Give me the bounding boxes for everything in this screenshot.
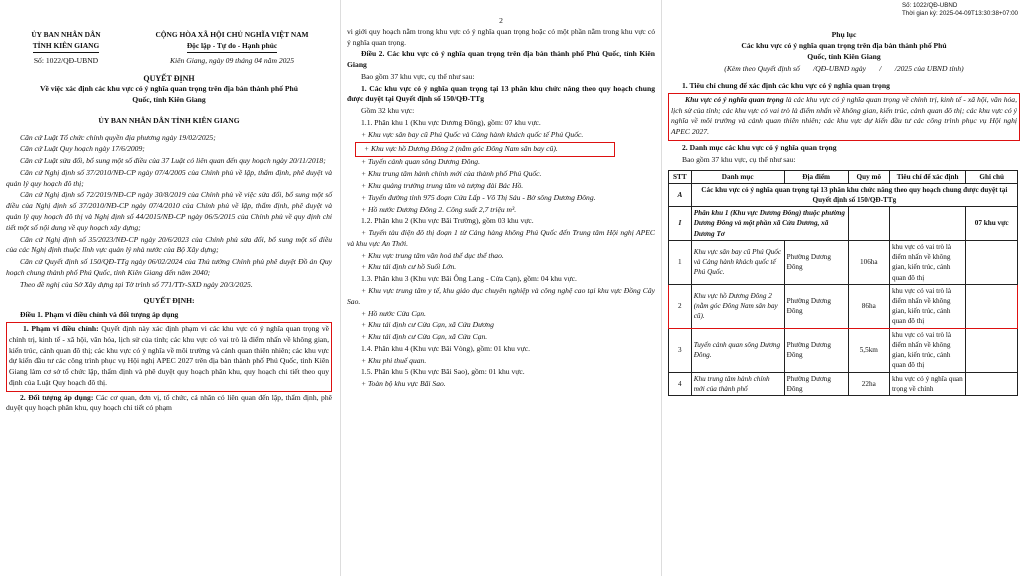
area-item: + Khu vực trung tâm y tế, khu giáo dục chuyên nghiệp và công nghệ cao tại khu vực Đồng Cây Sao. (347, 285, 655, 306)
group-row (669, 207, 1018, 241)
criteria-lead: Khu vực có ý nghĩa quan trọng (685, 94, 784, 104)
table-row (669, 240, 1018, 284)
area-item: + Khu phi thuế quan. (361, 355, 427, 365)
cell-note (966, 328, 1018, 372)
appendix-table (668, 170, 1018, 396)
highlighted-area-box (355, 142, 615, 158)
section-1-heading: 1. Các khu vực có ý nghĩa quan trọng tại 13 phân khu chức năng theo quy hoạch chung được duyệt tại Quyết định số 150/QĐ-TTg (347, 83, 655, 104)
area-item: + Hồ nước Cửa Cạn. (361, 308, 426, 318)
document-subject: Về việc xác định các khu vực có ý nghĩa quan trọng trên địa bàn thành phố Phú Quốc, tỉnh Kiên Giang (40, 84, 298, 104)
cell-note (966, 284, 1018, 328)
area-item: + Hồ nước Dương Đông 2. Công suất 2,7 triệu m³. (361, 204, 517, 214)
cell-name: Khu trung tâm hành chính mới của thành phố (691, 372, 784, 395)
area-item: + Khu tái định cư Cửa Cạn, xã Cửa Dương (361, 320, 494, 330)
area-item: + Khu quảng trường trung tâm và tượng đài Bác Hồ. (361, 180, 524, 190)
cell-criteria: khu vực có vai trò là điểm nhấn về không gian, kiến trúc, cảnh quan đô thị (889, 284, 965, 328)
document-header (6, 30, 332, 53)
appendix-page (664, 0, 1024, 576)
section-title: Các khu vực có ý nghĩa quan trọng tại 13 phân khu chức năng theo quy hoạch chung được duyệt tại Quyết định số 150/QĐ-TTg (691, 183, 1017, 206)
cell-criteria: khu vực có vai trò là điểm nhấn về không gian, kiến trúc, cảnh quan đô thị (889, 328, 965, 372)
area-item: + Tuyến đường tỉnh 975 đoạn Cửa Lấp - Võ Thị Sáu - Bờ sông Dương Đông. (361, 192, 596, 202)
group-label: I (669, 207, 692, 241)
column-header: Địa điểm (784, 170, 848, 183)
area-item: + Khu vực trung tâm văn hoá thể dục thể thao. (361, 250, 504, 260)
legal-basis: Căn cứ Quyết định số 150/QĐ-TTg ngày 06/02/2024 của Thủ tướng Chính phủ phê duyệt Đồ án Quy hoạch chung thành phố Phú Quốc, tỉnh Kiên Giang đến năm 2040; (6, 257, 332, 277)
cell-stt: 3 (669, 328, 692, 372)
scope-highlight (6, 322, 332, 392)
cell-name: Khu vực hồ Dương Đông 2 (nằm góc Đông Nam sân bay cũ). (691, 284, 784, 328)
table-row (669, 372, 1018, 395)
scope-label: 1. Phạm vi điều chỉnh: (23, 324, 99, 334)
cell-note (966, 240, 1018, 284)
subzone-2-heading: 1.2. Phân khu 2 (Khu vực Bãi Trường), gồm 03 khu vực. (361, 216, 534, 226)
cell-place: Phường Dương Đông (784, 240, 848, 284)
cell-name: Khu vực sân bay cũ Phú Quốc và Cảng hành khách quốc tế Phú Quốc. (691, 240, 784, 284)
appendix-subject: Các khu vực có ý nghĩa quan trọng trên địa bàn thành phố Phú Quốc, tỉnh Kiên Giang (741, 40, 947, 61)
national-motto (132, 30, 332, 53)
column-header: Quy mô (848, 170, 889, 183)
legal-basis: Căn cứ Luật Quy hoạch ngày 17/6/2009; (20, 144, 145, 154)
meta-doc-number: Số: 1022/QĐ-UBND (901, 2, 958, 9)
org-line-2: TỈNH KIÊN GIANG (33, 41, 100, 54)
cell-stt: 4 (669, 372, 692, 395)
subzone-4-heading: 1.4. Phân khu 4 (Khu vực Bãi Vòng), gồm: 01 khu vực. (361, 343, 531, 353)
legal-basis: Căn cứ Nghị định số 72/2019/NĐ-CP ngày 30/8/2019 của Chính phủ về việc sửa đổi, bổ sung một số điều của Nghị định số 37/2010/NĐ-CP ngày 07/4/2010 của Chính phủ về lập, thẩm định, phê duyệt và quản lý quy hoạch đô thị và Nghị định số 44/2015/NĐ-CP ngày 06/5/2015 của Chính phủ về quy định chi tiết một số nội dung về quy hoạch xây dựng; (6, 190, 332, 232)
subzone-5-heading: 1.5. Phân khu 5 (Khu vực Bãi Sao), gồm: 01 khu vực. (361, 367, 525, 377)
criteria-heading: 1. Tiêu chí chung để xác định các khu vực có ý nghĩa quan trọng (682, 81, 890, 91)
total-areas: Bao gồm 37 khu vực, cụ thể như sau: (361, 71, 475, 81)
legal-basis: Căn cứ Nghị định số 37/2010/NĐ-CP ngày 07/4/2005 của Chính phủ về lập, thẩm định, phê duyệt và quản lý quy hoạch đô thị; (6, 167, 332, 188)
list-heading: 2. Danh mục các khu vực có ý nghĩa quan trọng (682, 143, 837, 153)
cell-scale: 106ha (848, 240, 889, 284)
document-type: QUYẾT ĐỊNH (143, 73, 195, 83)
page-divider (340, 0, 341, 576)
subzone-1-heading: 1.1. Phân khu 1 (Khu vực Dương Đông), gồm: 07 khu vực. (361, 118, 541, 128)
attached-to-decision: (Kèm theo Quyết định số /QĐ-UBND ngày / /2025 của UBND tỉnh) (724, 64, 964, 74)
cell-scale: 86ha (848, 284, 889, 328)
org-line-1: ỦY BAN NHÂN DÂN (31, 30, 101, 39)
legal-basis: Theo đề nghị của Sở Xây dựng tại Tờ trình số 771/TTr-SXD ngày 20/3/2025. (20, 279, 253, 289)
cell-scale: 22ha (848, 372, 889, 395)
column-header: Ghi chú (966, 170, 1018, 183)
legal-basis: Căn cứ Luật sửa đổi, bổ sung một số điều của 37 Luật có liên quan đến quy hoạch ngày 20/11/2018; (20, 156, 326, 166)
applies-label: 2. Đối tượng áp dụng: (20, 392, 94, 402)
article-1-continued: vi giới quy hoạch nằm trong khu vực có ý nghĩa quan trọng hoặc có một phần nằm trong khu vực có ý nghĩa quan trọng. (347, 26, 655, 47)
subzone-3-heading: 1.3. Phân khu 3 (Khu vực Bãi Ông Lang - Cửa Cạn), gồm: 04 khu vực. (361, 274, 577, 284)
group-title: Phân khu 1 (Khu vực Dương Đông) thuộc phường Dương Đông và một phần xã Cửa Dương, xã Dương Tơ (691, 207, 848, 241)
cell-stt: 2 (669, 284, 692, 328)
cell-stt: 1 (669, 240, 692, 284)
document-number: Số: 1022/QĐ-UBND (33, 56, 99, 66)
list-total: Bao gồm 37 khu vực, cụ thể như sau: (682, 154, 796, 164)
decision-page-2 (343, 0, 659, 576)
decision-page-1 (0, 0, 338, 576)
cell-place: Phường Dương Đông (784, 328, 848, 372)
article-2-heading: Điều 2. Các khu vực có ý nghĩa quan trọng trên địa bàn thành phố Phú Quốc, tỉnh Kiên Giang (347, 49, 655, 70)
legal-bases (6, 133, 332, 291)
column-header: Tiêu chí để xác định (889, 170, 965, 183)
cell-name: Tuyến cảnh quan sông Dương Đông. (691, 328, 784, 372)
criteria-text: là các khu vực có ý nghĩa quan trọng về chính trị, kinh tế - xã hội, văn hóa, lịch sử của tỉnh; các khu vực có vai trò là điểm nhấn về không gian, kiến trúc, cảnh quan đô thị; các khu vực có ý nghĩa về môi trường và cảnh quan thiên nhiên; các khu vực dự kiến đầu tư các công trình phục vụ Hội nghị APEC 2027. (671, 94, 1017, 137)
group-note: 07 khu vực (966, 207, 1018, 241)
signature-metadata (902, 2, 1018, 18)
page-divider (661, 0, 662, 576)
applies-text: Các cơ quan, đơn vị, tổ chức, cá nhân có liên quan đến lập, thẩm định, phê duyệt quy hoạch phân khu, quy hoạch chi tiết có phạm (6, 392, 332, 413)
legal-basis: Căn cứ Luật Tổ chức chính quyền địa phương ngày 19/02/2025; (20, 132, 216, 142)
section-row (669, 183, 1018, 206)
column-header: STT (669, 170, 692, 183)
appendix-title: Phụ lục (831, 30, 857, 39)
cell-criteria: khu vực có vai trò là điểm nhấn về không gian, kiến trúc, cảnh quan đô thị (889, 240, 965, 284)
area-item: + Tuyến cảnh quan sông Dương Đông. (361, 157, 480, 167)
table-header-row (669, 170, 1018, 183)
area-item-highlighted: + Khu vực hồ Dương Đông 2 (nằm góc Đông Nam sân bay cũ). (364, 143, 558, 153)
decides-heading: QUYẾT ĐỊNH: (143, 296, 195, 306)
page-number: 2 (499, 16, 503, 25)
cell-criteria: khu vực có ý nghĩa quan trọng về chính (889, 372, 965, 395)
nation-line-1: CỘNG HÒA XÃ HỘI CHỦ NGHĨA VIỆT NAM (155, 30, 309, 39)
place-date: Kiên Giang, ngày 09 tháng 04 năm 2025 (169, 56, 295, 66)
scope-text: Quyết định này xác định phạm vi các khu vực có ý nghĩa quan trọng về chính trị, kinh tế - xã hội, văn hóa, lịch sử của tỉnh; các khu vực có vai trò là điểm nhấn về không gian, kiến trúc, cảnh quan đô thị; các khu vực có ý nghĩa về môi trường và cảnh quan thiên nhiên; các khu vực dự kiến đầu tư các công trình phục vụ Hội nghị APEC 2027 trên địa bàn thành phố Phú Quốc, tỉnh Kiên Giang làm cơ sở tổ chức lập, thẩm định và phê duyệt quy hoạch phân khu, quy hoạch chi tiết theo quy định của Luật Quy hoạch đô thị. (9, 324, 329, 387)
section-label: A (669, 183, 692, 206)
legal-basis: Căn cứ Nghị định số 35/2023/NĐ-CP ngày 20/6/2023 của Chính phủ sửa đổi, bổ sung một số điều của các Nghị định thuộc lĩnh vực quản lý nhà nước của Bộ Xây dựng; (6, 234, 332, 255)
cell-scale: 5,5km (848, 328, 889, 372)
meta-sign-time: Thời gian ký: 2025-04-09T13:30:38+07:00 (901, 10, 1018, 18)
area-item: + Khu trung tâm hành chính mới của thành phố Phú Quốc. (361, 169, 542, 179)
column-header: Danh mục (691, 170, 784, 183)
area-item: + Khu vực sân bay cũ Phú Quốc và Cảng hành khách quốc tế Phú Quốc. (361, 129, 584, 139)
count-areas: Gồm 32 khu vực: (361, 106, 415, 116)
issuing-authority (6, 30, 126, 53)
table-row-highlighted (669, 284, 1018, 328)
cell-place: Phường Dương Đông (784, 284, 848, 328)
nation-line-2: Độc lập - Tự do - Hạnh phúc (187, 41, 277, 54)
area-item: + Khu tái định cư hồ Suối Lớn. (361, 262, 457, 272)
authority-heading: ỦY BAN NHÂN DÂN TỈNH KIÊN GIANG (98, 115, 240, 125)
criteria-highlight (668, 93, 1020, 141)
area-item: + Khu tái định cư Cửa Cạn, xã Cửa Cạn. (361, 332, 488, 342)
cell-place: Phường Dương Đông (784, 372, 848, 395)
article-1-heading: Điều 1. Phạm vi điều chỉnh và đối tượng áp dụng (20, 310, 179, 320)
area-item: + Tuyến tàu điện đô thị đoạn 1 từ Cảng hàng không Phú Quốc đến Trung tâm Hội nghị APEC và khu vực An Thới. (347, 228, 655, 248)
table-row (669, 328, 1018, 372)
area-item: + Toàn bộ khu vực Bãi Sao. (361, 379, 446, 389)
cell-note (966, 372, 1018, 395)
